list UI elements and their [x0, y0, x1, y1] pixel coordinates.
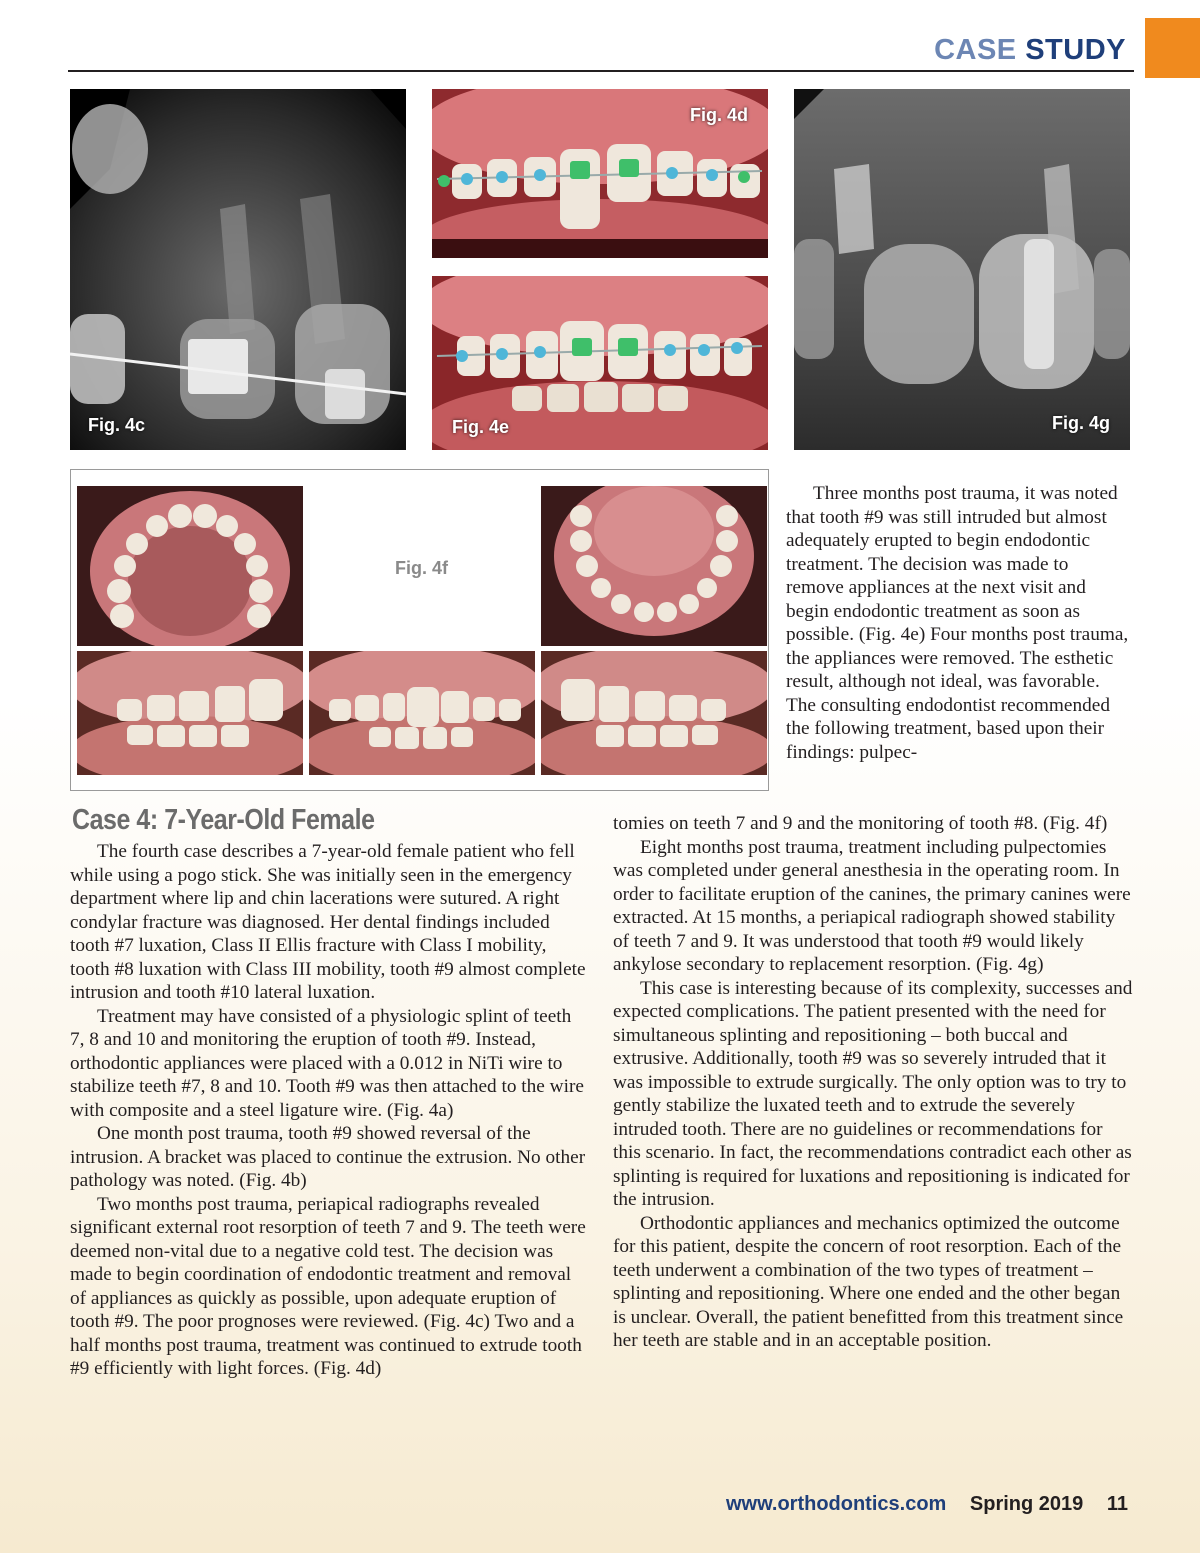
- paragraph: One month post trauma, tooth #9 showed reversal of the intrusion. A bracket was placed to continue the extrusion. No other pathology was noted. (Fig. 4b): [70, 1123, 586, 1191]
- website-link[interactable]: www.orthodontics.com: [725, 1493, 947, 1515]
- fig-4e-label: Fig. 4e: [452, 417, 510, 437]
- fig-4g-label: Fig. 4g: [1052, 413, 1110, 433]
- fig-4f-label: Fig. 4f: [395, 558, 448, 578]
- fig-4c-label: Fig. 4c: [88, 415, 146, 435]
- left-column: [70, 840, 586, 1381]
- paragraph: Two months post trauma, periapical radiographs revealed significant external root resorption of teeth 7 and 9. The teeth were deemed non-vital due to a negative cold test. The decision was made to begin coordination of endodontic treatment and removal of appliances as quickly as possible, upon adequate eruption of tooth #9. The poor prognoses were reviewed. (Fig. 4c) Two and a half months post trauma, treatment was continued to extrude tooth #9 efficiently with light forces. (Fig. 4d): [70, 1193, 586, 1379]
- page-number: 11: [1106, 1493, 1128, 1515]
- fig-4f-left-buccal: [541, 651, 767, 775]
- section-title: [934, 34, 1126, 67]
- paragraph: This case is interesting because of its complexity, successes and expected complications. The patient presented with the need for simultaneous splinting and repositioning – both buccal and extrusive. Additionally, tooth #9 was so severely intruded that it was impossible to extrude surgically. The only option was to try to gently stabilize the luxated teeth and to extrude the severely intruded tooth. There are no guidelines or recommendations for this scenario. In fact, the recommendations contradict each other as splinting is required for luxations and repositioning is indicated for the intrusion.: [613, 977, 1133, 1210]
- header-rule: [68, 70, 1134, 72]
- fig-4d-photo: [432, 89, 768, 258]
- issue-label: Spring 2019: [969, 1493, 1084, 1515]
- fig-4f-frontal: [309, 651, 535, 775]
- section-title-word2: STUDY: [1025, 34, 1126, 66]
- case-heading: Case 4: 7-Year-Old Female: [72, 804, 375, 836]
- fig-4f-lower-occlusal: [541, 486, 767, 646]
- fig-4g-radiograph: [794, 89, 1130, 450]
- paragraph: Orthodontic appliances and mechanics optimized the outcome for this patient, despite the concern of root resorption. Each of the teeth underwent a combination of the two types of treatment – splinting and repositioning. Where one ended and the other began is unclear. Overall, the patient benefitted from this treatment since her teeth are stable and in an acceptable position.: [613, 1212, 1124, 1351]
- paragraph: The fourth case describes a 7-year-old female patient who fell while using a pogo stick. She was initially seen in the emergency department where lip and chin lacerations were sutured. A right condylar fracture was diagnosed. Her dental findings included tooth #7 luxation, Class II Ellis fracture with Class I mobility, tooth #8 luxation with Class III mobility, tooth #9 almost complete intrusion and tooth #10 lateral luxation.: [70, 841, 586, 1003]
- fig-4c-radiograph: [70, 89, 406, 450]
- section-title-word1: CASE: [934, 34, 1017, 66]
- paragraph: Eight months post trauma, treatment including pulpectomies was completed under general anesthesia in the operating room. In order to facilitate eruption of the canines, the primary canines were extracted. At 15 months, a periapical radiograph showed stability of teeth 7 and 9. It was understood that tooth #9 would likely ankylose secondary to replacement resorption. (Fig. 4g): [613, 836, 1131, 975]
- paragraph: Treatment may have consisted of a physiologic splint of teeth 7, 8 and 10 and monitoring the eruption of tooth #9. Instead, orthodontic appliances were placed with a 0.012 in NiTi wire to stabilize teeth #7, 8 and 10. Tooth #9 was then attached to the wire with composite and a steel ligature wire. (Fig. 4a): [70, 1005, 584, 1121]
- fig-4e-photo: [432, 276, 768, 450]
- page-footer: [726, 1493, 1128, 1516]
- section-tab: [1145, 18, 1200, 78]
- fig-4d-label: Fig. 4d: [690, 105, 748, 125]
- fig-4f-upper-occlusal: [77, 486, 303, 646]
- fig-4f-panel: [70, 469, 769, 791]
- fig-4f-right-buccal: [77, 651, 303, 775]
- paragraph: Three months post trauma, it was noted that tooth #9 was still intruded but almost adequately erupted to begin endodontic treatment. The decision was made to remove appliances at the next visit and begin endodontic treatment as soon as possible. (Fig. 4e) Four months post trauma, the appliances were removed. The esthetic result, although not ideal, was favorable. The consulting endodontist recommended the following treatment, based upon their findings: pulpec-: [786, 483, 1129, 763]
- paragraph-continuation: tomies on teeth 7 and 9 and the monitoring of tooth #8. (Fig. 4f): [613, 813, 1108, 834]
- right-column: [613, 812, 1133, 1353]
- right-top-column: [786, 482, 1129, 764]
